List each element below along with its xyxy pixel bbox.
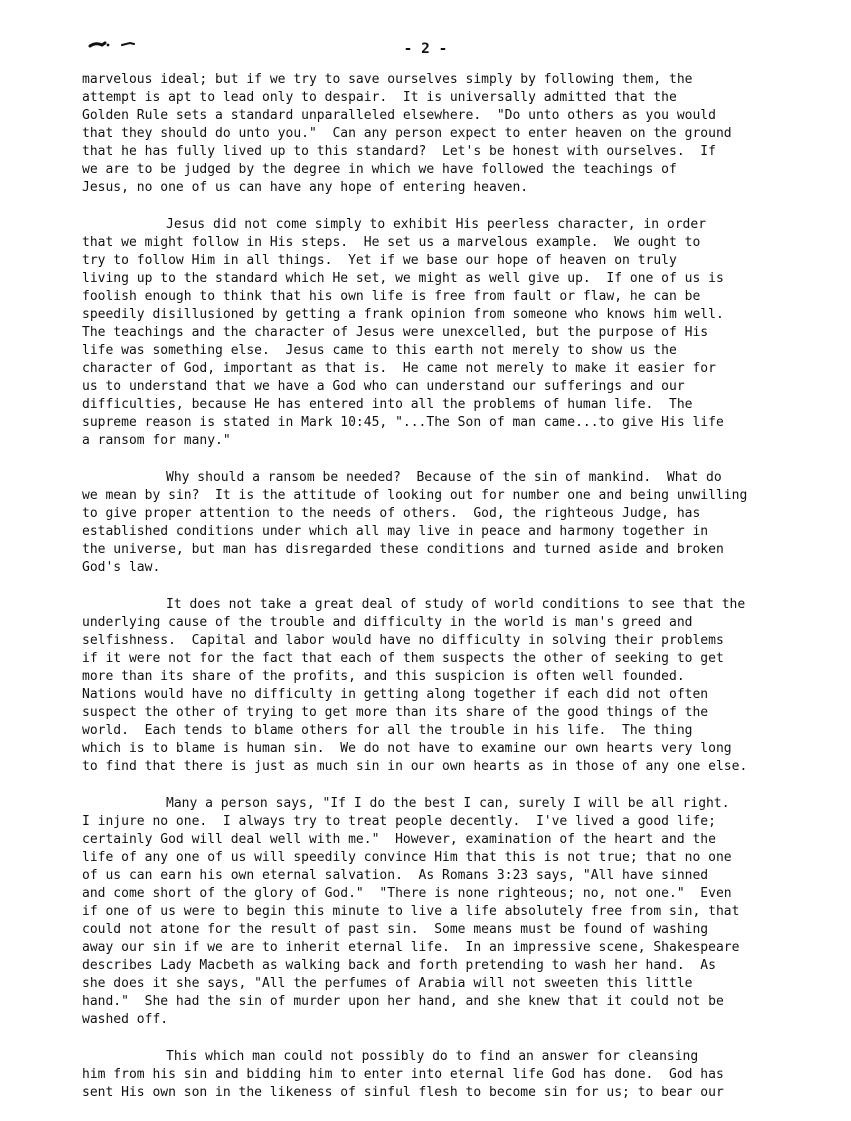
text-line: This which man could not possibly do to find an answer for cleansing bbox=[166, 1049, 699, 1064]
text-line: selfishness. Capital and labor would have no difficulty in solving their problems bbox=[82, 633, 724, 648]
text-line: and come short of the glory of God." "There is none righteous; no, not one." Even bbox=[82, 886, 732, 901]
text-line: try to follow Him in all things. Yet if we base our hope of heaven on truly bbox=[82, 253, 677, 268]
text-line: to give proper attention to the needs of others. God, the righteous Judge, has bbox=[82, 506, 701, 521]
text-line: washed off. bbox=[82, 1012, 169, 1027]
document-body bbox=[82, 71, 802, 1121]
text-line: Jesus, no one of us can have any hope of entering heaven. bbox=[82, 180, 529, 195]
text-line: life of any one of us will speedily convince Him that this is not true; that no one bbox=[82, 850, 732, 865]
text-line: living up to the standard which He set, we might as well give up. If one of us is bbox=[82, 271, 724, 286]
text-line: God's law. bbox=[82, 560, 161, 575]
text-line: supreme reason is stated in Mark 10:45, "...The Son of man came...to give His life bbox=[82, 415, 724, 430]
text-line: Golden Rule sets a standard unparalleled elsewhere. "Do unto others as you would bbox=[82, 108, 716, 123]
text-line: which is to blame is human sin. We do not have to examine our own hearts very long bbox=[82, 741, 732, 756]
text-line: that they should do unto you." Can any person expect to enter heaven on the ground bbox=[82, 126, 732, 141]
text-line: Jesus did not come simply to exhibit His peerless character, in order bbox=[166, 217, 707, 232]
text-line: attempt is apt to lead only to despair. It is universally admitted that the bbox=[82, 90, 677, 105]
text-line: marvelous ideal; but if we try to save ourselves simply by following them, the bbox=[82, 72, 693, 87]
paragraph bbox=[82, 216, 802, 450]
text-line: of us can earn his own eternal salvation. As Romans 3:23 says, "All have sinned bbox=[82, 868, 709, 883]
text-line: underlying cause of the trouble and difficulty in the world is man's greed and bbox=[82, 615, 693, 630]
text-line: sent His own son in the likeness of sinful flesh to become sin for us; to bear our bbox=[82, 1085, 724, 1100]
text-line: could not atone for the result of past sin. Some means must be found of washing bbox=[82, 922, 709, 937]
text-line: Nations would have no difficulty in getting along together if each did not often bbox=[82, 687, 709, 702]
text-line: life was something else. Jesus came to this earth not merely to show us the bbox=[82, 343, 677, 358]
text-line: foolish enough to think that his own life is free from fault or flaw, he can be bbox=[82, 289, 701, 304]
text-line: a ransom for many." bbox=[82, 433, 231, 448]
text-line: Why should a ransom be needed? Because of the sin of mankind. What do bbox=[166, 470, 722, 485]
text-line: hand." She had the sin of murder upon her hand, and she knew that it could not be bbox=[82, 994, 724, 1009]
text-line: describes Lady Macbeth as walking back and forth pretending to wash her hand. As bbox=[82, 958, 716, 973]
text-line: I injure no one. I always try to treat people decently. I've lived a good life; bbox=[82, 814, 716, 829]
text-line: him from his sin and bidding him to enter into eternal life God has done. God has bbox=[82, 1067, 724, 1082]
text-line: to find that there is just as much sin in our own hearts as in those of any one else. bbox=[82, 759, 748, 774]
text-line: speedily disillusioned by getting a frank opinion from someone who knows him well. bbox=[82, 307, 724, 322]
text-line: character of God, important as that is. He came not merely to make it easier for bbox=[82, 361, 716, 376]
text-line: certainly God will deal well with me." However, examination of the heart and the bbox=[82, 832, 716, 847]
text-line: away our sin if we are to inherit eternal life. In an impressive scene, Shakespeare bbox=[82, 940, 740, 955]
text-line: if it were not for the fact that each of them suspects the other of seeking to get bbox=[82, 651, 724, 666]
text-line: if one of us were to begin this minute to live a life absolutely free from sin, that bbox=[82, 904, 740, 919]
text-line: that we might follow in His steps. He set us a marvelous example. We ought to bbox=[82, 235, 701, 250]
page-number: - 2 - bbox=[403, 41, 448, 57]
text-line: suspect the other of trying to get more than its share of the good things of the bbox=[82, 705, 709, 720]
text-line: we are to be judged by the degree in which we have followed the teachings of bbox=[82, 162, 677, 177]
text-line: she does it she says, "All the perfumes of Arabia will not sweeten this little bbox=[82, 976, 693, 991]
paragraph bbox=[82, 596, 802, 776]
paragraph bbox=[82, 71, 802, 197]
text-line: It does not take a great deal of study of world conditions to see that the bbox=[166, 597, 746, 612]
paragraph bbox=[82, 795, 802, 1029]
text-line: more than its share of the profits, and this suspicion is often well founded. bbox=[82, 669, 685, 684]
text-line: The teachings and the character of Jesus were unexcelled, but the purpose of His bbox=[82, 325, 709, 340]
text-line: Many a person says, "If I do the best I can, surely I will be all right. bbox=[166, 796, 730, 811]
text-line: that he has fully lived up to this standard? Let's be honest with ourselves. If bbox=[82, 144, 716, 159]
paragraph bbox=[82, 469, 802, 577]
text-line: us to understand that we have a God who can understand our sufferings and our bbox=[82, 379, 685, 394]
text-line: difficulties, because He has entered into all the problems of human life. The bbox=[82, 397, 693, 412]
text-line: the universe, but man has disregarded these conditions and turned aside and broken bbox=[82, 542, 724, 557]
text-line: world. Each tends to blame others for all the trouble in his life. The thing bbox=[82, 723, 693, 738]
paragraph bbox=[82, 1048, 802, 1102]
text-line: established conditions under which all may live in peace and harmony together in bbox=[82, 524, 709, 539]
text-line: we mean by sin? It is the attitude of looking out for number one and being unwilling bbox=[82, 488, 748, 503]
